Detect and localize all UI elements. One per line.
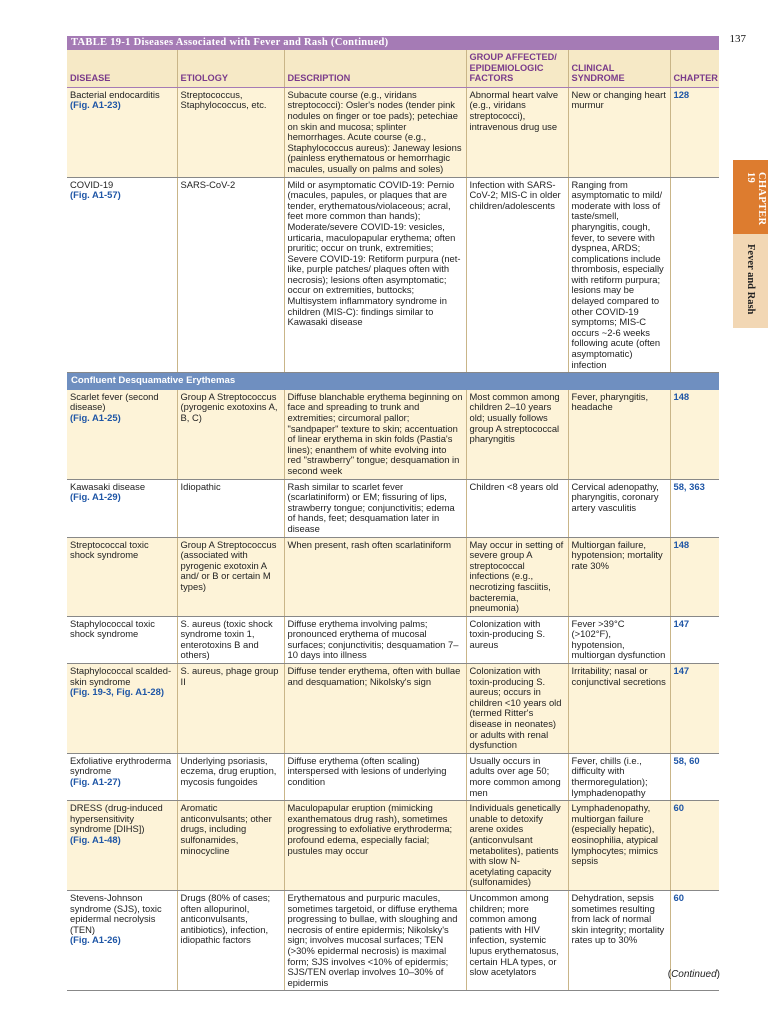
syndrome-cell xyxy=(568,537,670,616)
disease-cell-text: Exfoliative erythroderma syndrome xyxy=(70,754,172,777)
description-cell xyxy=(284,801,466,891)
chapter-cell xyxy=(670,537,719,616)
description-cell-text: When present, rash often scarlatiniform xyxy=(287,538,452,550)
syndrome-cell xyxy=(568,664,670,754)
group-cell xyxy=(466,87,568,177)
group-cell-text: May occur in setting of severe group A streptococcal infections (e.g., necrotizing fasciitis, bacteremia, pneumonia) xyxy=(469,538,564,614)
disease-cell xyxy=(67,177,177,373)
syndrome-cell xyxy=(568,753,670,800)
etiology-cell xyxy=(177,177,284,373)
group-cell-text: Uncommon among children; more common among patients with HIV infection, systemic lupus erythematosus, certain HLA types, or slow acetylators xyxy=(469,891,559,978)
etiology-cell xyxy=(177,890,284,990)
disease-cell-text: Streptococcal toxic shock syndrome xyxy=(70,538,149,561)
etiology-cell-text: Group A Streptococcus (associated with pyrogenic exotoxin A and/ or B or certain M types) xyxy=(180,538,277,592)
syndrome-cell xyxy=(568,177,670,373)
etiology-cell xyxy=(177,616,284,663)
figure-link[interactable]: (Fig. A1-26) xyxy=(70,934,121,946)
disease-cell-text: Staphylococcal toxic shock syndrome xyxy=(70,617,155,640)
chapter-cell-text[interactable]: 148 xyxy=(673,538,690,550)
syndrome-cell-text: New or changing heart murmur xyxy=(571,88,666,111)
table-row xyxy=(67,479,719,537)
group-cell xyxy=(466,479,568,537)
chapter-cell xyxy=(670,616,719,663)
table-row xyxy=(67,390,719,479)
description-cell xyxy=(284,664,466,754)
etiology-cell-text: Idiopathic xyxy=(180,480,221,492)
chapter-cell-text[interactable]: 58, 363 xyxy=(673,480,705,492)
disease-cell-text: Bacterial endocarditis xyxy=(70,88,160,100)
etiology-cell-text: S. aureus (toxic shock syndrome toxin 1, enterotoxins B and others) xyxy=(180,617,273,661)
etiology-cell-text: SARS-CoV-2 xyxy=(180,178,236,190)
group-cell-text: Individuals genetically unable to detoxify arene oxides (anticonvulsant metabolites), patients with slow N-acetylating capacity (sulfonamides) xyxy=(469,802,561,888)
header-disease: DISEASE xyxy=(67,50,177,87)
disease-cell xyxy=(67,479,177,537)
description-cell xyxy=(284,177,466,373)
disease-cell xyxy=(67,87,177,177)
description-cell-text: Maculopapular eruption (mimicking exanthematous drug rash), sometimes progressing to exfoliative erythroderma; profound edema, especially facial; pustules may occur xyxy=(287,802,453,856)
syndrome-cell-text: Fever, pharyngitis, headache xyxy=(571,390,649,413)
group-cell xyxy=(466,616,568,663)
etiology-cell-text: Aromatic anticonvulsants; other drugs, including sulfonamides, minocycline xyxy=(180,802,272,856)
syndrome-cell-text: Cervical adenopathy, pharyngitis, coronary artery vasculitis xyxy=(571,480,659,513)
description-cell-text: Diffuse tender erythema, often with bullae and desquamation; Nikolsky's sign xyxy=(287,665,461,687)
chapter-cell xyxy=(670,479,719,537)
disease-cell xyxy=(67,753,177,800)
etiology-cell xyxy=(177,479,284,537)
chapter-cell xyxy=(670,87,719,177)
disease-cell xyxy=(67,616,177,663)
section-title: Confluent Desquamative Erythemas xyxy=(67,373,719,390)
syndrome-cell-text: Ranging from asymptomatic to mild/ moderate with loss of taste/smell, pharyngitis, cough, fever, to severe with dyspnea, ARDS; complications include thrombosis, especially with retiform purpura; lesions may be delayed compared to other COVID-19 symptoms; MIS-C occurs ~2-6 weeks following acute (often asymptomatic) infection xyxy=(571,178,664,370)
syndrome-cell-text: Irritability; nasal or conjunctival secretions xyxy=(571,665,666,687)
table-row xyxy=(67,616,719,663)
description-cell-text: Diffuse blanchable erythema beginning on face and spreading to trunk and extremities; circumoral pallor; "sandpaper" texture to skin; accentuation of linear erythema in skin folds (Pastia's lines); enanthem of white evolving into red "strawberry" tongue; desquamation in second week xyxy=(287,390,463,476)
disease-cell xyxy=(67,801,177,891)
group-cell xyxy=(466,753,568,800)
syndrome-cell xyxy=(568,87,670,177)
syndrome-cell xyxy=(568,479,670,537)
section-header-row xyxy=(67,373,719,390)
description-cell xyxy=(284,479,466,537)
group-cell-text: Colonization with toxin-producing S. aureus; occurs in children <10 years old (termed Ritter's disease in neonates) or adults with renal dysfunction xyxy=(469,665,562,751)
chapter-tab-accent xyxy=(733,160,768,234)
syndrome-cell xyxy=(568,801,670,891)
etiology-cell-text: Streptococcus, Staphylococcus, etc. xyxy=(180,88,267,111)
etiology-cell-text: S. aureus, phage group II xyxy=(180,665,279,687)
chapter-side-tab xyxy=(733,160,768,328)
syndrome-cell-text: Fever, chills (i.e., difficulty with thermoregulation); lymphadenopathy xyxy=(571,754,648,798)
disease-cell-text: Scarlet fever (second disease) xyxy=(70,390,159,413)
syndrome-cell xyxy=(568,890,670,990)
syndrome-cell-text: Lymphadenopathy, multiorgan failure (especially hepatic), eosinophilia, atypical lymphocytes; mimics sepsis xyxy=(571,802,659,867)
syndrome-cell-text: Dehydration, sepsis sometimes resulting from lack of normal skin integrity; mortality rates up to 30% xyxy=(571,891,665,946)
header-etiology: ETIOLOGY xyxy=(177,50,284,87)
figure-link[interactable]: (Fig. A1-23) xyxy=(70,99,121,111)
description-cell xyxy=(284,87,466,177)
figure-link[interactable]: (Fig. 19-3, Fig. A1-28) xyxy=(70,686,164,698)
disease-cell xyxy=(67,390,177,479)
table-title-bar xyxy=(67,36,719,50)
chapter-cell xyxy=(670,753,719,800)
disease-cell-text: Staphylococcal scalded-skin syndrome xyxy=(70,665,172,687)
group-cell-text: Colonization with toxin-producing S. aureus xyxy=(469,617,546,650)
disease-cell xyxy=(67,664,177,754)
description-cell-text: Subacute course (e.g., viridans streptococci): Osler's nodes (tender pink nodules on finger or toe pads); petechiae on skin and mucosa; splinter hemorrhages. Acute course (e.g., Staphylococcus aureus): Janeway lesions (painless erythematous or hemorrhagic macules, usually on palms and soles) xyxy=(287,88,462,174)
etiology-cell-text: Drugs (80% of cases; often allopurinol, anticonvulsants, antibiotics), infection, idiopathic factors xyxy=(180,891,271,946)
syndrome-cell xyxy=(568,616,670,663)
chapter-cell xyxy=(670,664,719,754)
chapter-cell-text[interactable]: 58, 60 xyxy=(673,754,700,766)
etiology-cell xyxy=(177,753,284,800)
table-row xyxy=(67,664,719,754)
description-cell xyxy=(284,390,466,479)
chapter-cell xyxy=(670,390,719,479)
continued-text: Continued xyxy=(671,969,717,980)
table-row xyxy=(67,177,719,373)
description-cell xyxy=(284,890,466,990)
chapter-cell xyxy=(670,801,719,891)
group-cell xyxy=(466,390,568,479)
header-description: DESCRIPTION xyxy=(284,50,466,87)
etiology-cell xyxy=(177,801,284,891)
chapter-cell-text[interactable]: 148 xyxy=(673,390,690,402)
description-cell-text: Erythematous and purpuric macules, sometimes targetoid, or diffuse erythema progressing to bullae, with sloughing and necrosis of entire epidermis; Nikolsky's sign; involves mucosal surfaces; TEN (>30% epidermal necrosis) is maximal form; SJS involves <10% of epidermis; SJS/TEN overlap involves 10–30% of epidermis xyxy=(287,891,458,988)
etiology-cell-text: Underlying psoriasis, eczema, drug eruption, mycosis fungoides xyxy=(180,754,277,787)
description-cell xyxy=(284,753,466,800)
chapter-cell xyxy=(670,177,719,373)
description-cell-text: Diffuse erythema involving palms; pronounced erythema of mucosal surfaces; conjunctivitis; desquamation 7–10 days into illness xyxy=(287,617,459,661)
group-cell xyxy=(466,801,568,891)
figure-link[interactable]: (Fig. A1-25) xyxy=(70,412,121,423)
table-row xyxy=(67,87,719,177)
chapter-number-label: CHAPTER 19 xyxy=(745,172,767,226)
table-header-row xyxy=(67,50,719,87)
disease-cell xyxy=(67,890,177,990)
table-title: TABLE 19-1 Diseases Associated with Fever and Rash (Continued) xyxy=(71,37,389,48)
group-cell-text: Usually occurs in adults over age 50; more common among men xyxy=(469,754,561,798)
chapter-cell-text[interactable]: 60 xyxy=(673,802,684,814)
group-cell-text: Infection with SARS-CoV-2; MIS-C in older children/adolescents xyxy=(469,178,561,211)
chapter-cell-text[interactable]: 147 xyxy=(673,617,690,629)
disease-cell-text: DRESS (drug-induced hypersensitivity syndrome [DIHS]) xyxy=(70,802,163,835)
header-chapter: CHAPTER xyxy=(670,50,719,87)
table-row xyxy=(67,801,719,891)
figure-link[interactable]: (Fig. A1-27) xyxy=(70,776,121,787)
chapter-cell-text[interactable]: 147 xyxy=(673,665,690,677)
disease-cell-text: Kawasaki disease xyxy=(70,480,146,492)
disease-table xyxy=(67,50,719,991)
continued-note: (Continued) xyxy=(667,969,720,980)
description-cell-text: Mild or asymptomatic COVID-19: Pernio (macules, papules, or plaques that are tender, erythematous/violaceous; acral, feet more common than hands); Moderate/severe COVID-19: vesicles, urticaria, maculopapular erythema; often pruritic; occur on trunk, extremities; Severe COVID-19: Retiform purpura (net-like, purple patches/ plaques often with necrosis); lesions often asymptomatic; occur on extremities, buttocks; Multisystem inflammatory syndrome in children (MIS-C): findings similar to Kawasaki disease xyxy=(287,178,461,328)
disease-cell-text: COVID-19 xyxy=(70,178,114,190)
group-cell xyxy=(466,890,568,990)
chapter-cell-text[interactable]: 60 xyxy=(673,891,684,903)
page-number: 137 xyxy=(729,33,746,45)
syndrome-cell xyxy=(568,390,670,479)
table-row xyxy=(67,537,719,616)
etiology-cell xyxy=(177,664,284,754)
description-cell xyxy=(284,616,466,663)
description-cell-text: Rash similar to scarlet fever (scarlatiniform) or EM; fissuring of lips, strawberry tongue; conjunctivitis; edema of hands, feet; desquamation later in disease xyxy=(287,480,455,534)
disease-cell-text: Stevens-Johnson syndrome (SJS), toxic epidermal necrolysis (TEN) xyxy=(70,891,162,935)
table-row xyxy=(67,753,719,800)
syndrome-cell-text: Fever >39°C (>102°F), hypotension, multiorgan dysfunction xyxy=(571,617,666,661)
group-cell-text: Children <8 years old xyxy=(469,480,559,492)
group-cell xyxy=(466,664,568,754)
header-syndrome: CLINICAL SYNDROME xyxy=(568,50,670,87)
figure-link[interactable]: (Fig. A1-57) xyxy=(70,189,121,201)
chapter-name-label: Fever and Rash xyxy=(745,244,756,315)
group-cell xyxy=(466,537,568,616)
header-group: GROUP AFFECTED/ EPIDEMIOLOGIC FACTORS xyxy=(466,50,568,87)
etiology-cell-text: Group A Streptococcus (pyrogenic exotoxins A, B, C) xyxy=(180,390,278,423)
etiology-cell xyxy=(177,390,284,479)
description-cell-text: Diffuse erythema (often scaling) interspersed with lesions of underlying condition xyxy=(287,754,447,787)
disease-cell xyxy=(67,537,177,616)
etiology-cell xyxy=(177,87,284,177)
etiology-cell xyxy=(177,537,284,616)
figure-link[interactable]: (Fig. A1-29) xyxy=(70,491,121,503)
table-row xyxy=(67,890,719,990)
group-cell-text: Abnormal heart valve (e.g., viridans streptococci), intravenous drug use xyxy=(469,88,559,132)
group-cell xyxy=(466,177,568,373)
figure-link[interactable]: (Fig. A1-48) xyxy=(70,833,121,845)
syndrome-cell-text: Multiorgan failure, hypotension; mortality rate 30% xyxy=(571,538,663,571)
chapter-cell-text[interactable]: 128 xyxy=(673,88,690,100)
group-cell-text: Most common among children 2–10 years old; usually follows group A streptococcal pharyngitis xyxy=(469,390,560,445)
description-cell xyxy=(284,537,466,616)
